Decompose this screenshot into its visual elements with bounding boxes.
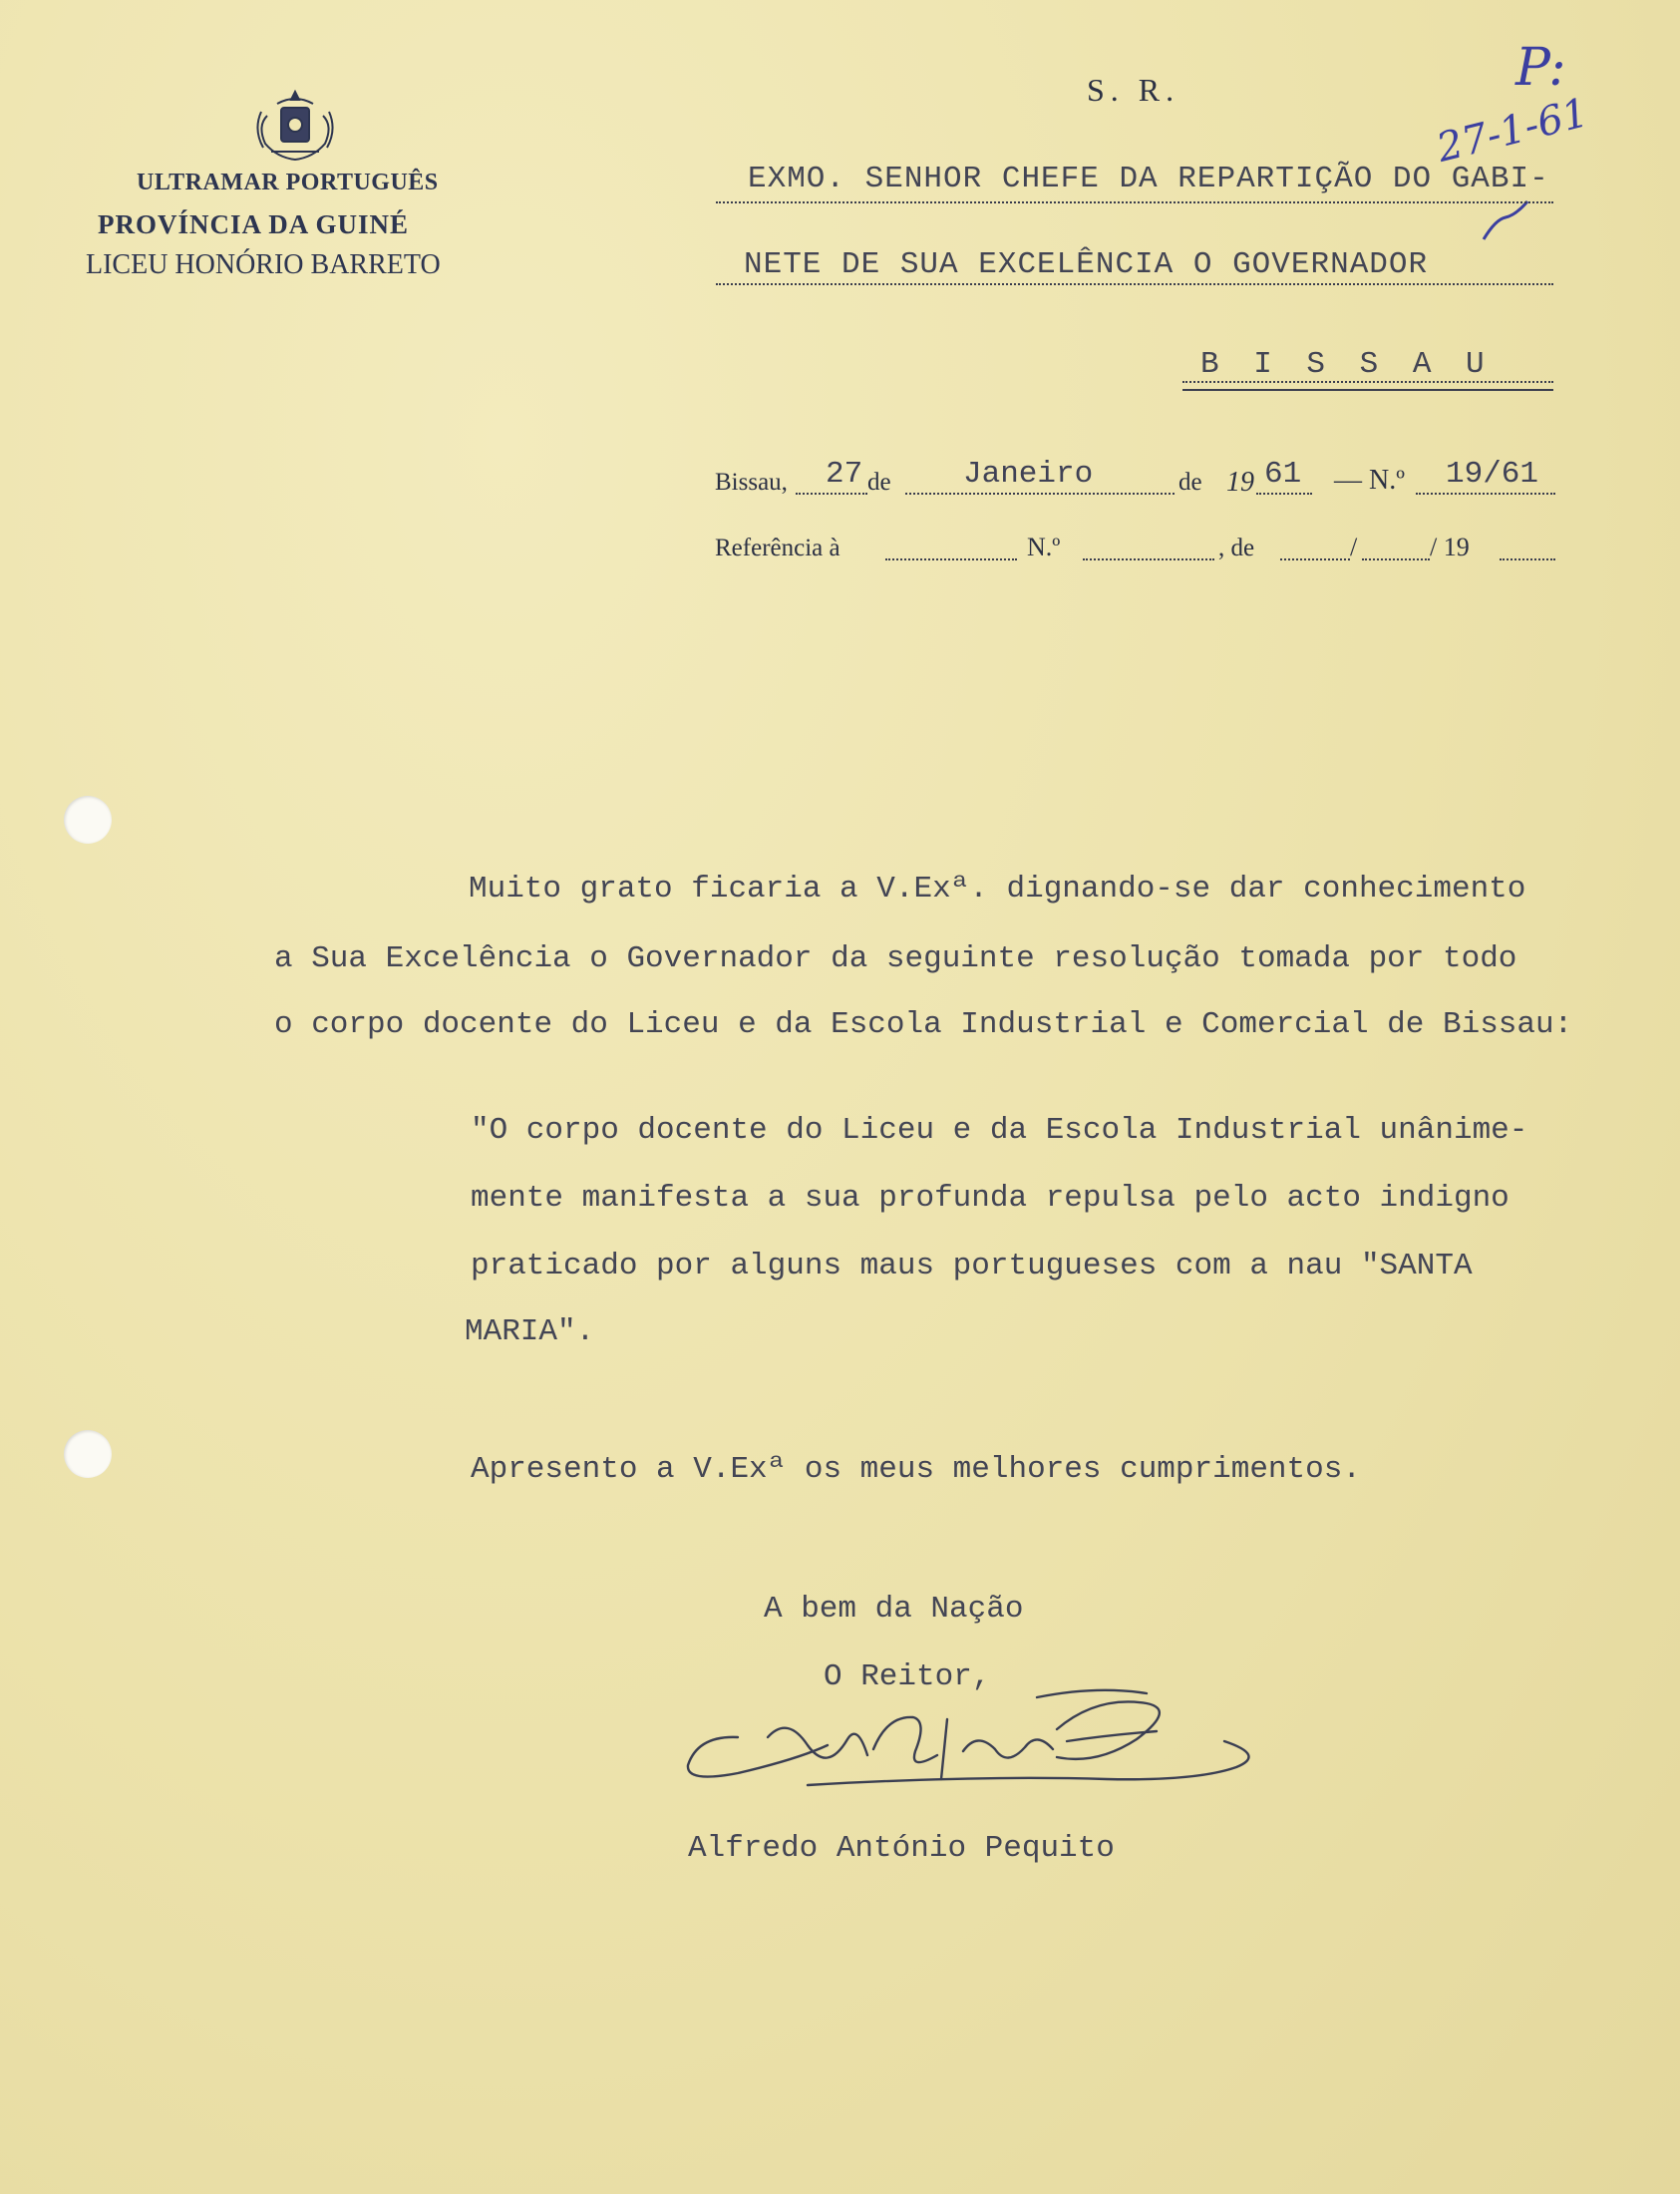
handwritten-flourish	[1476, 189, 1535, 249]
addressee-underline	[1182, 389, 1553, 391]
quote-line-1: "O corpo docente do Liceu e da Escola Industrial unânime-	[471, 1113, 1528, 1148]
coat-of-arms-icon	[247, 86, 343, 166]
addressee-city: B I S S A U	[1200, 347, 1493, 382]
reference-dots-2	[1083, 558, 1214, 560]
number-label: — N.º	[1334, 465, 1405, 496]
reference-year-prefix: / 19	[1430, 533, 1470, 561]
sr-mark: S. R.	[1087, 72, 1180, 108]
punch-hole-bottom	[64, 1430, 112, 1478]
signature	[678, 1675, 1276, 1805]
reference-slash: /	[1350, 533, 1358, 561]
reference-number-label: N.º	[1027, 533, 1061, 561]
date-month-dots	[905, 493, 1175, 495]
punch-hole-top	[64, 796, 112, 844]
addressee-line-1: EXMO. SENHOR CHEFE DA REPARTIÇÃO DO GABI-	[748, 162, 1549, 196]
reference-dots-5	[1500, 558, 1555, 560]
date-day: 27	[826, 457, 863, 492]
signatory-name: Alfredo António Pequito	[688, 1831, 1115, 1866]
number-dots	[1416, 493, 1555, 495]
body-para1-line-3: o corpo docente do Liceu e da Escola Industrial e Comercial de Bissau:	[274, 1007, 1573, 1042]
body-para1-line-2: a Sua Excelência o Governador da seguinte resolução tomada por todo	[274, 941, 1517, 976]
letterhead-line-3: LICEU HONÓRIO BARRETO	[86, 249, 441, 280]
reference-dots-3	[1280, 558, 1350, 560]
date-de-1: de	[867, 469, 891, 496]
reference-dots-1	[885, 558, 1017, 560]
quote-line-2: mente manifesta a sua profunda repulsa pelo acto indigno	[471, 1181, 1510, 1216]
quote-line-4: MARIA".	[465, 1314, 595, 1349]
date-de-2: de	[1178, 469, 1202, 496]
signoff-title: O Reitor,	[824, 1659, 991, 1694]
date-month: Janeiro	[963, 457, 1094, 492]
body-para1-line-1: Muito grato ficaria a V.Exª. dignando-se dar conhecimento	[469, 872, 1526, 907]
letterhead-line-2: PROVÍNCIA DA GUINÉ	[98, 209, 410, 239]
addressee-dotline-1	[716, 201, 1553, 203]
handwritten-mark: P:	[1515, 38, 1566, 98]
date-place-label: Bissau,	[715, 469, 788, 496]
letterhead-line-1: ULTRAMAR PORTUGUÊS	[137, 170, 439, 195]
date-year-suffix: 61	[1264, 457, 1302, 492]
salutation: A bem da Nação	[764, 1592, 1024, 1627]
addressee-dotline-2	[716, 283, 1553, 285]
handwritten-date: 27-1-61	[1432, 90, 1593, 172]
date-year-dots	[1256, 493, 1312, 495]
closing-line: Apresento a V.Exª os meus melhores cumprimentos.	[471, 1452, 1361, 1487]
date-day-dots	[796, 493, 867, 495]
addressee-line-2: NETE DE SUA EXCELÊNCIA O GOVERNADOR	[744, 247, 1429, 282]
number-value: 19/61	[1446, 457, 1539, 492]
quote-line-3: praticado por alguns maus portugueses com a nau "SANTA	[471, 1249, 1473, 1283]
reference-dots-4	[1362, 558, 1430, 560]
reference-label: Referência à	[715, 535, 840, 561]
addressee-dotline-3	[1182, 381, 1553, 383]
date-year-prefix: 19	[1226, 467, 1254, 498]
reference-de: , de	[1218, 535, 1255, 561]
